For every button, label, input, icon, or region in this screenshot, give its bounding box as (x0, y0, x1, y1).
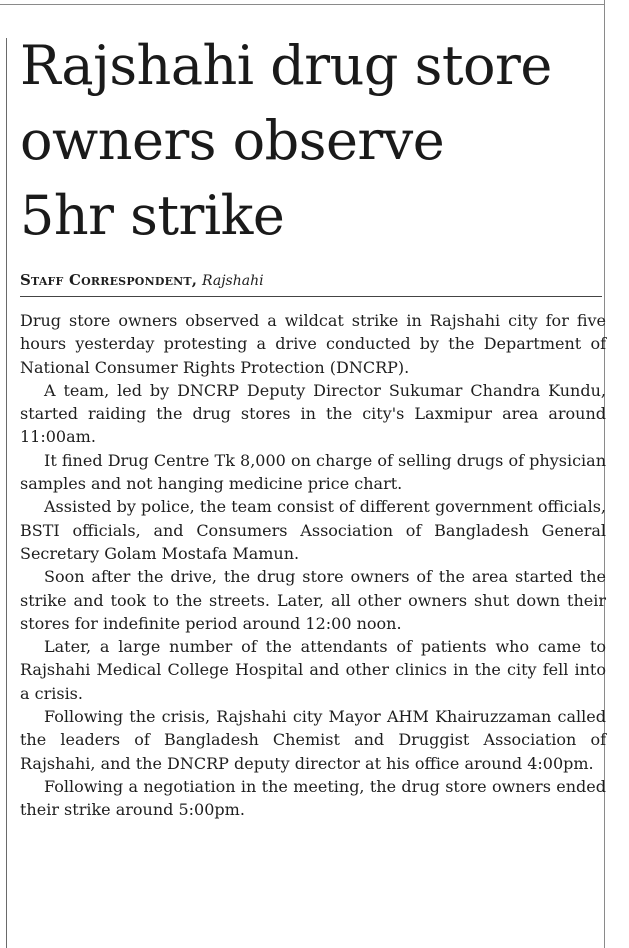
article-paragraph: Assisted by police, the team consist of different government officials, BSTI officials, and Consumers Association of Bangladesh General Secretary Golam Mostafa Mamun. (20, 497, 606, 563)
article-paragraph: Drug store owners observed a wildcat strike in Rajshahi city for five hours yesterday protesting a drive conducted by the Department of National Consumer Rights Protection (DNCRP). (20, 311, 606, 377)
article-paragraph: Following the crisis, Rajshahi city Mayor AHM Khairuzzaman called the leaders of Bangladesh Chemist and Druggist Association of Rajshahi, and the DNCRP deputy director at his office around 4:00pm. (20, 707, 606, 773)
article-paragraph: Soon after the drive, the drug store owners of the area started the strike and took to the streets. Later, all other owners shut down their stores for indefinite period around 12:00 noon. (20, 567, 606, 633)
byline-location: Rajshahi (202, 273, 264, 289)
headline (20, 28, 606, 253)
article-paragraph: It fined Drug Centre Tk 8,000 on charge of selling drugs of physician samples and not hanging medicine price chart. (20, 450, 606, 494)
headline-line: owners observe (20, 109, 445, 172)
column-left-rule (6, 38, 7, 948)
news-article (20, 28, 606, 822)
byline-divider (20, 296, 602, 297)
article-paragraph: Following a negotiation in the meeting, the drug store owners ended their strike around 5:00pm. (20, 776, 606, 820)
byline (20, 271, 606, 290)
article-paragraph: Later, a large number of the attendants of patients who came to Rajshahi Medical College Hospital and other clinics in the city fell into a crisis. (20, 637, 606, 703)
article-body (20, 309, 606, 822)
article-paragraph: A team, led by DNCRP Deputy Director Sukumar Chandra Kundu, started raiding the drug stores in the city's Laxmipur area around 11:00am. (20, 380, 606, 447)
clipping-top-border (0, 4, 604, 5)
headline-line: 5hr strike (20, 184, 285, 247)
byline-author: Staff Correspondent, (20, 271, 198, 289)
headline-line: Rajshahi drug store (20, 34, 552, 97)
